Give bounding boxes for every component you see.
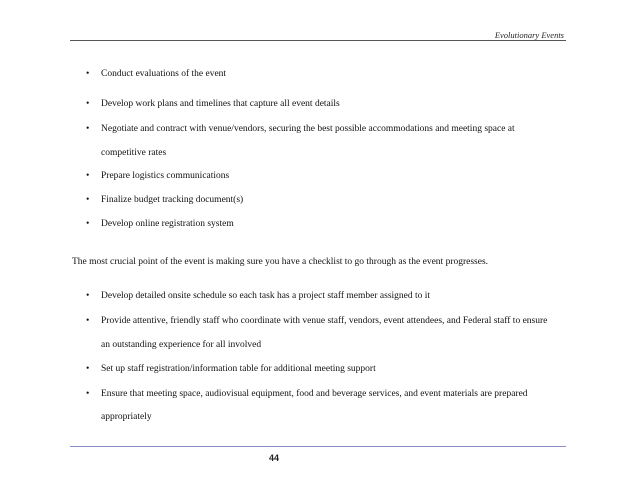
list-item: Develop online registration system [101,219,234,229]
list-item: Prepare logistics communications [101,171,230,181]
list-item-continuation: competitive rates [101,148,167,158]
header-divider [70,40,566,41]
list-item: Conduct evaluations of the event [101,69,227,79]
bullet-icon: • [86,99,90,109]
bullet-icon: • [86,389,90,399]
list-item-continuation: an outstanding experience for all involved [101,340,262,350]
running-header-title: Evolutionary Events [494,30,564,40]
list-item-continuation: appropriately [101,412,152,422]
page-number: 44 [269,453,280,463]
list-item: Develop detailed onsite schedule so each task has a project staff member assigned to it [101,291,431,301]
bullet-icon: • [86,291,90,301]
list-item: Ensure that meeting space, audiovisual equipment, food and beverage services, and event materials are prepared [101,389,528,399]
bullet-icon: • [86,124,90,134]
list-item: Finalize budget tracking document(s) [101,195,244,205]
list-item: Provide attentive, friendly staff who coordinate with venue staff, vendors, event attendees, and Federal staff to ensure [101,316,548,326]
footer-divider [70,446,566,447]
bullet-icon: • [86,219,90,229]
bullet-icon: • [86,171,90,181]
list-item: Set up staff registration/information table for additional meeting support [101,364,376,374]
bullet-icon: • [86,195,90,205]
list-item: Negotiate and contract with venue/vendors, securing the best possible accommodations and meeting space at [101,124,515,134]
body-paragraph: The most crucial point of the event is making sure you have a checklist to go through as the event progresses. [72,257,489,267]
bullet-icon: • [86,69,90,79]
bullet-icon: • [86,316,90,326]
bullet-icon: • [86,364,90,374]
list-item: Develop work plans and timelines that capture all event details [101,99,340,109]
